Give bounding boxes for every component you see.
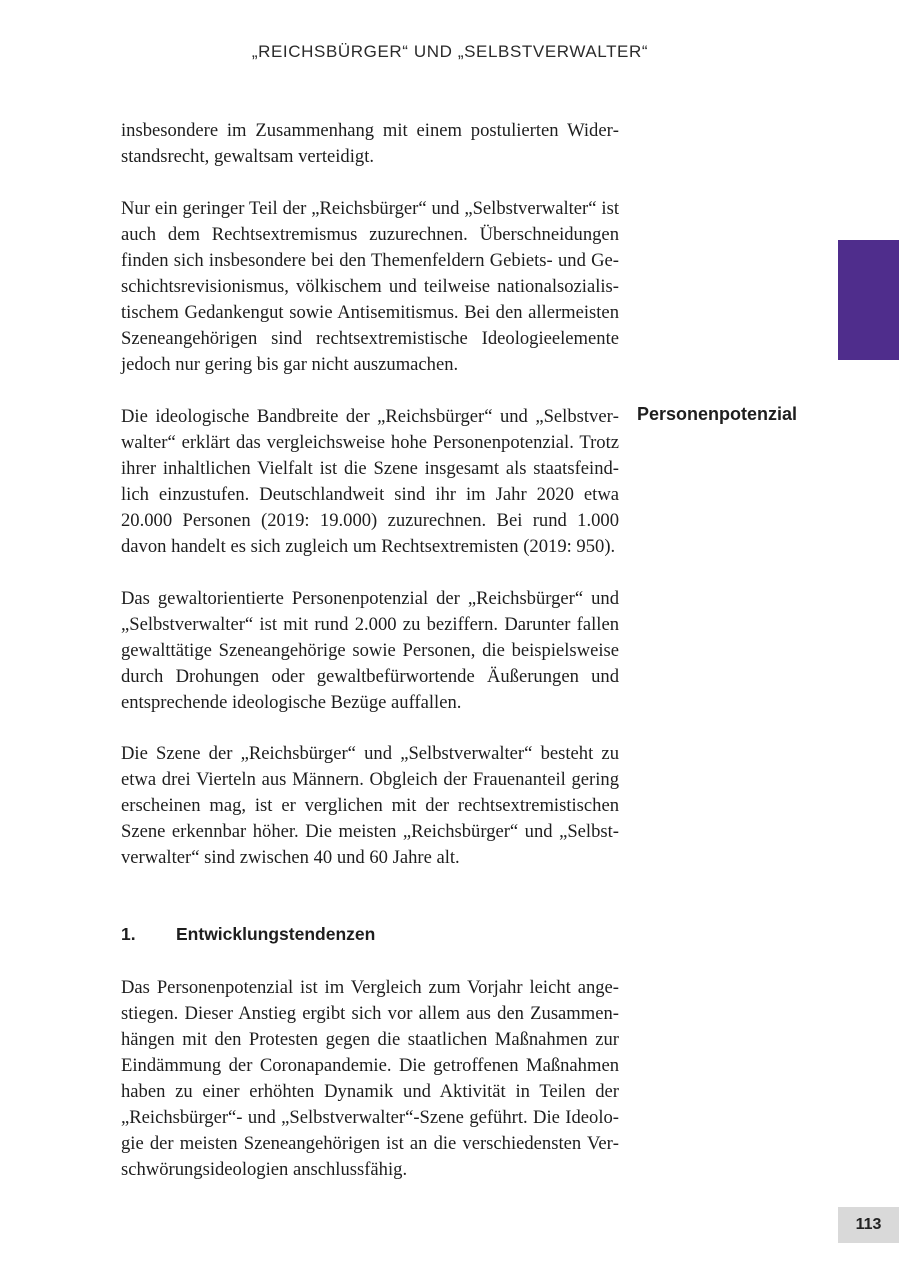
body-paragraph-2 xyxy=(121,196,619,378)
body-paragraph-4 xyxy=(121,586,619,716)
body-paragraph-1 xyxy=(121,118,619,170)
section-heading xyxy=(121,924,375,945)
body-paragraph-3 xyxy=(121,404,619,560)
chapter-tab-marker xyxy=(838,240,899,360)
paragraph-text: insbesondere im Zusammenhang mit einem postulierten Widerstandsrecht, gewaltsam verteidigt. xyxy=(121,120,619,167)
paragraph-text: Das Personenpotenzial ist im Vergleich zum Vorjahr leicht angestiegen. Dieser Anstieg ergibt sich vor allem aus den Zusammenhängen mit den Protesten gegen die staatlichen Maßnahmen zur Eindämmung der Coronapandemie. Die getroffenen Maßnahmen haben zu einer erhöhten Dynamik und Aktivität in Teilen der „Reichsbürger“- und „Selbstverwalter“-Szene geführt. Die Ideologie der meisten Szeneangehörigen ist an die verschiedensten Verschwörungsideologien anschlussfähig. xyxy=(121,977,619,1180)
page-number: 113 xyxy=(838,1207,899,1243)
paragraph-text: Die ideologische Bandbreite der „Reichsbürger“ und „Selbstverwalter“ erklärt das vergleichsweise hohe Personenpotenzial. Trotz ihrer inhaltlichen Vielfalt ist die Szene insgesamt als staatsfeindlich einzustufen. Deutschlandweit sind ihr im Jahr 2020 etwa 20.000 Personen (2019: 19.000) zuzurechnen. Bei rund 1.000 davon handelt es sich zugleich um Rechtsextremisten (2019: 950). xyxy=(121,406,619,557)
body-paragraph-5 xyxy=(121,741,619,871)
paragraph-text: Nur ein geringer Teil der „Reichsbürger“ und „Selbstverwalter“ ist auch dem Rechtsextremismus zuzurechnen. Überschneidungen finden sich insbesondere bei den Themenfeldern Gebiets- und Geschichtsrevisionismus, völkischem und teilweise nationalsozialistischem Gedankengut sowie Antisemitismus. Bei den allermeisten Szeneangehörigen sind rechtsextremistische Ideologieelemente jedoch nur gering bis gar nicht auszumachen. xyxy=(121,198,619,375)
body-paragraph-6 xyxy=(121,975,619,1183)
paragraph-text: Das gewaltorientierte Personenpotenzial der „Reichsbürger“ und „Selbstverwalter“ ist mit rund 2.000 zu beziffern. Darunter fallen gewalttätige Szeneangehörige sowie Personen, die beispielsweise durch Drohungen oder gewaltbefürwortende Äußerungen und entsprechende ideologische Bezüge auffallen. xyxy=(121,588,619,713)
marginal-note: Personenpotenzial xyxy=(637,404,798,424)
paragraph-text: Die Szene der „Reichsbürger“ und „Selbstverwalter“ besteht zu etwa drei Vierteln aus Männern. Obgleich der Frauenanteil gering erscheinen mag, ist er verglichen mit der rechtsextremistischen Szene erkennbar höher. Die meisten „Reichsbürger“ und „Selbstverwalter“ sind zwischen 40 und 60 Jahre alt. xyxy=(121,743,619,868)
running-header: „REICHSBÜRGER“ UND „SELBSTVERWALTER“ xyxy=(251,42,649,61)
section-number: 1. xyxy=(121,924,136,944)
section-title: Entwicklungstendenzen xyxy=(176,924,376,944)
